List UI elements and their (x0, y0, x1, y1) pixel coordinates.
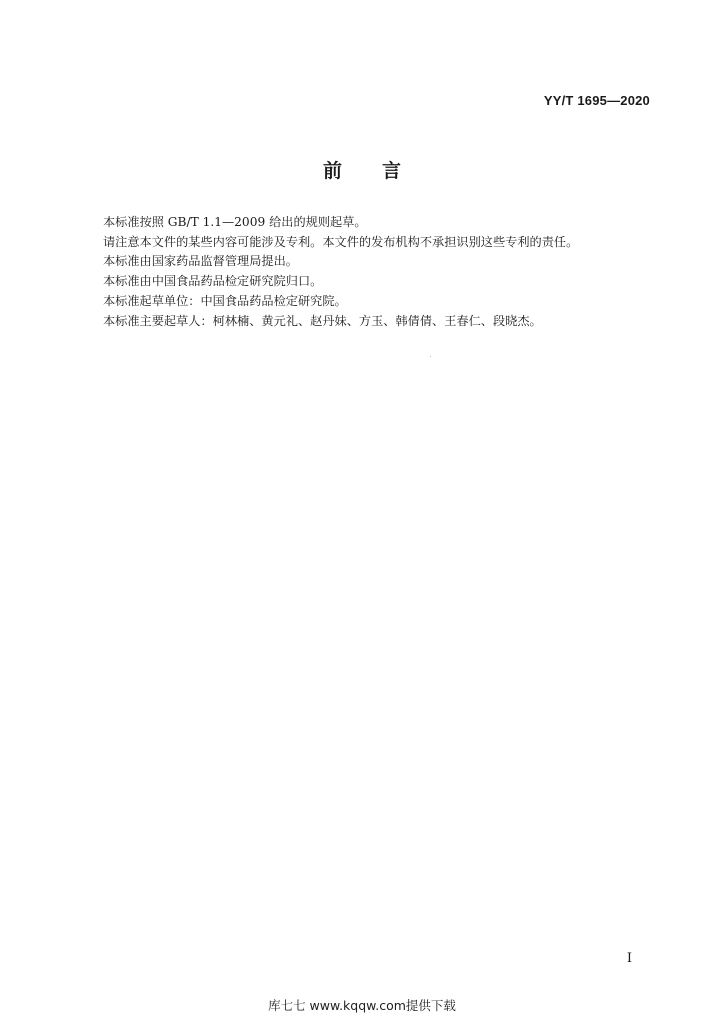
scan-speck (430, 356, 431, 357)
paragraph: 请注意本文件的某些内容可能涉及专利。本文件的发布机构不承担识别这些专利的责任。 (103, 234, 579, 249)
page-number: I (626, 951, 632, 966)
paragraph: 本标准由中国食品药品检定研究院归口。 (103, 274, 323, 289)
paragraph: 本标准主要起草人：柯林楠、黄元礼、赵丹妹、方玉、韩倩倩、王春仁、段晓杰。 (103, 313, 542, 328)
body-text (103, 213, 643, 331)
download-watermark: 库七七 www.kqqw.com提供下载 (268, 998, 456, 1013)
paragraph: 本标准由国家药品监督管理局提出。 (103, 254, 298, 269)
paragraph: 本标准按照 GB/T 1.1—2009 给出的规则起草。 (103, 215, 367, 229)
page-title: 前言 (322, 160, 441, 182)
standard-code: YY/T 1695—2020 (543, 93, 650, 108)
paragraph: 本标准起草单位：中国食品药品检定研究院。 (103, 293, 347, 308)
